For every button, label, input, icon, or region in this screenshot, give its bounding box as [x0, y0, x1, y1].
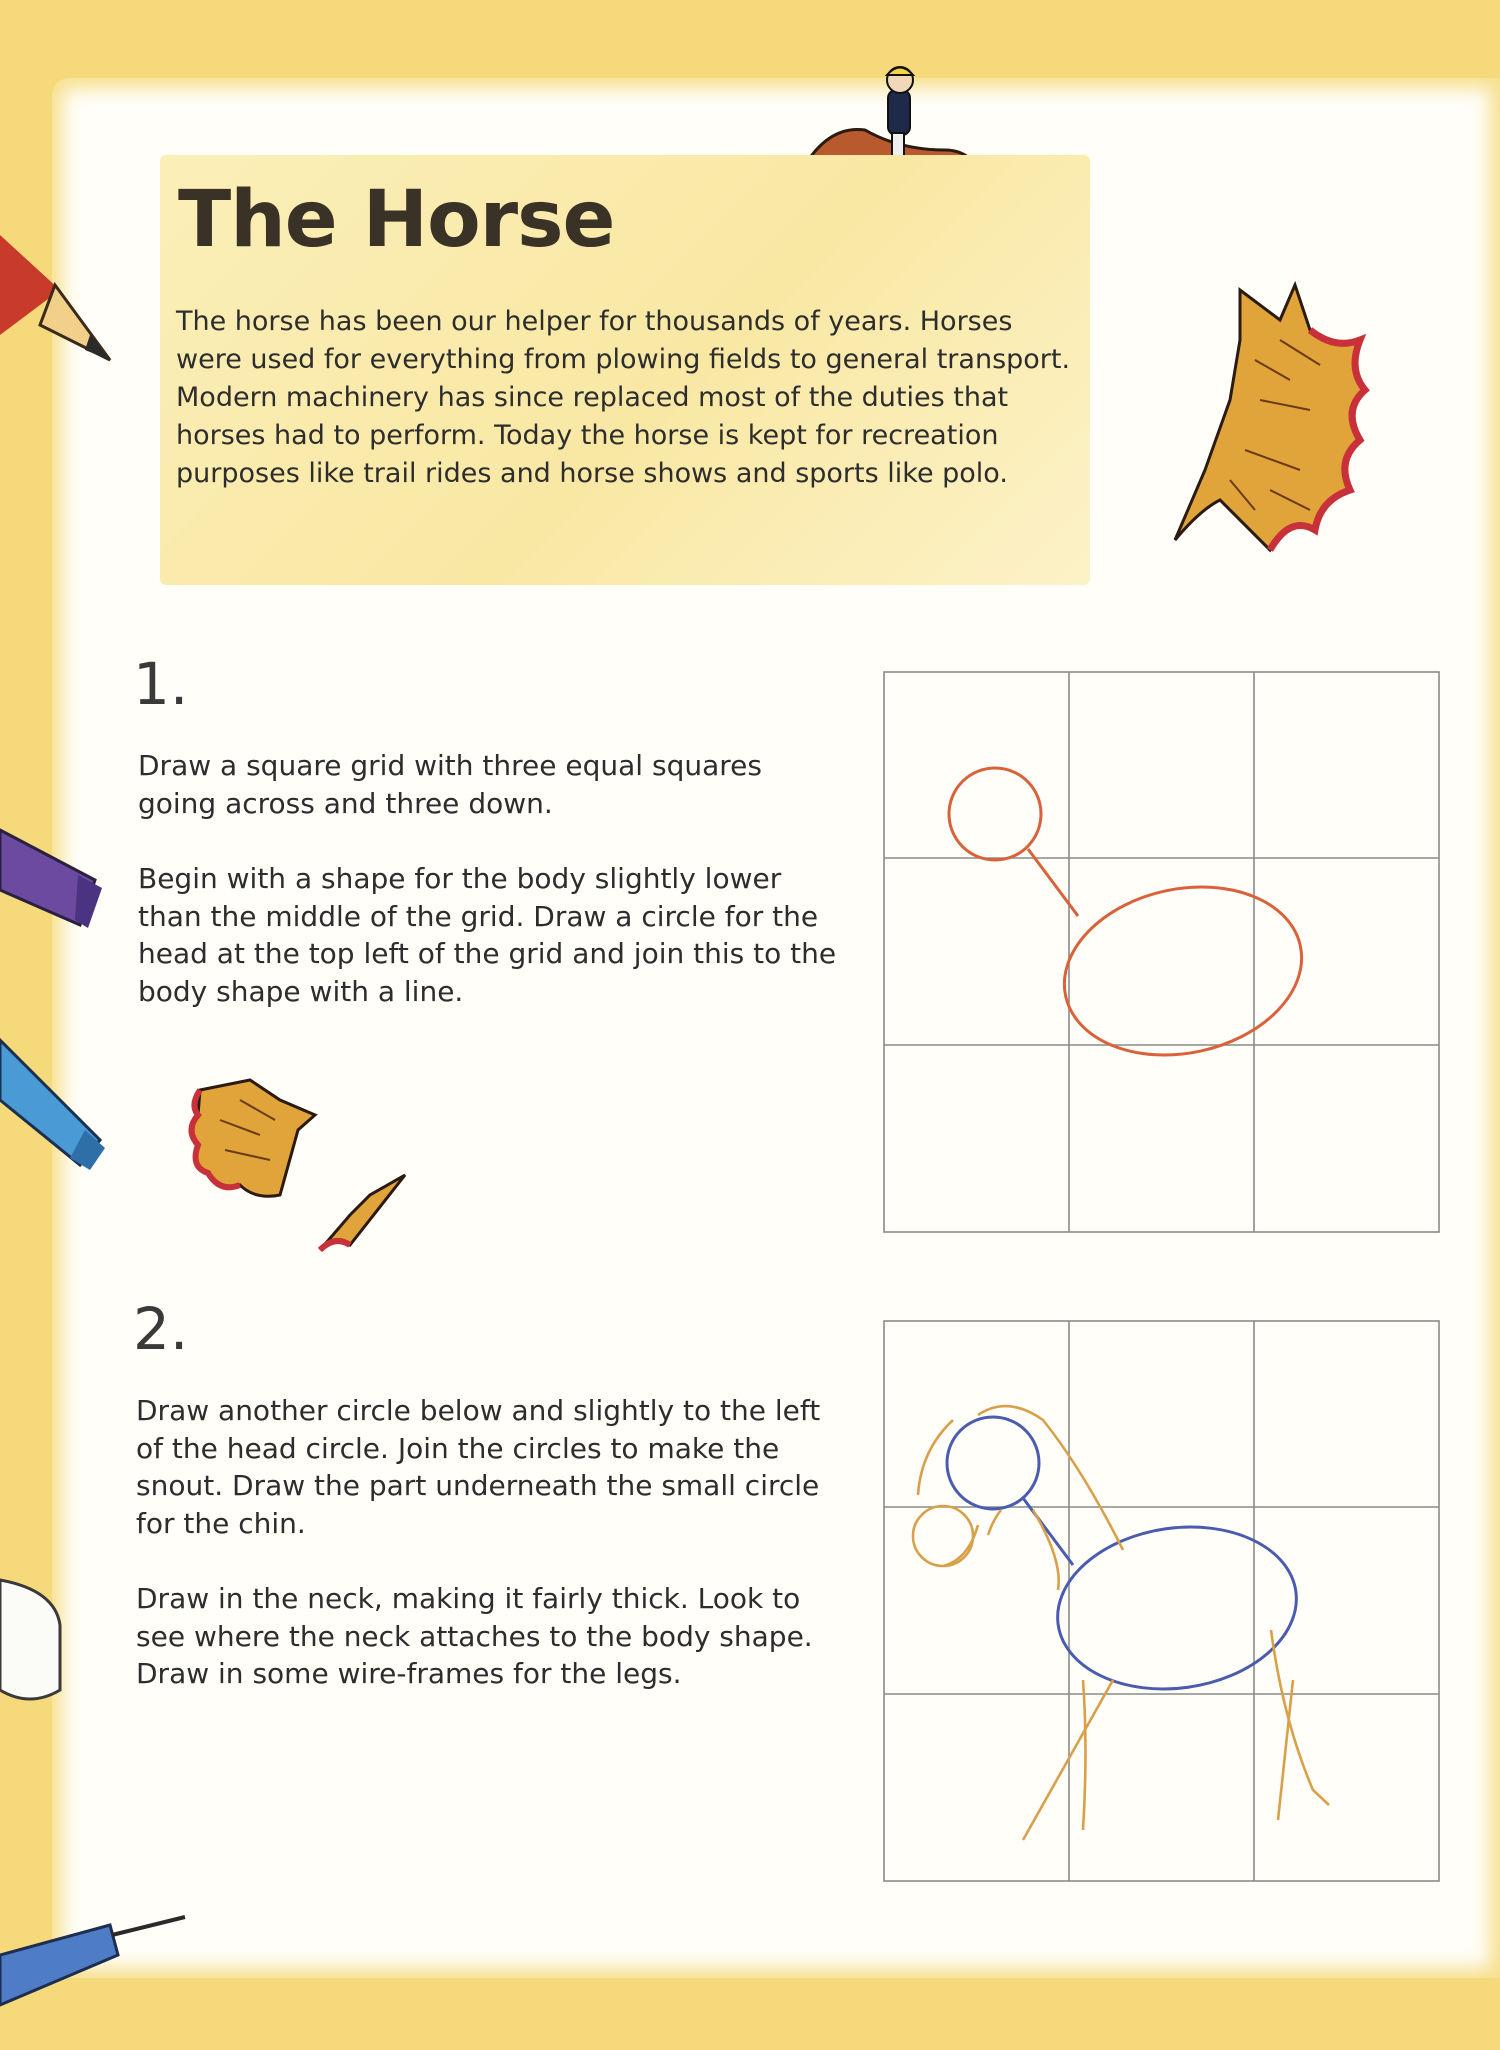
step-2-paragraph-1: Draw another circle below and slightly to the left of the head circle. Join the circles to make the snout. Draw the part underneath the small circle for the chin.	[136, 1394, 821, 1540]
step-2-number: 2.	[133, 1295, 189, 1363]
intro-paragraph: The horse has been our helper for thousands of years. Horses were used for everything from plowing fields to general transport. Modern machinery has since replaced most of the duties that horses had to perform. Today the horse is kept for recreation purposes like trail rides and horse shows and sports like polo.	[176, 306, 1071, 489]
step-1-sketch	[949, 768, 1317, 1076]
blue-pencil-icon	[0, 1030, 110, 1180]
red-pencil-icon	[0, 215, 120, 375]
step-2-paragraph-2: Draw in the neck, making it fairly thick. Look to see where the neck attaches to the body shape. Draw in some wire-frames for the legs.	[136, 1582, 813, 1690]
small-shavings-icon	[180, 1075, 410, 1275]
step-1-grid	[884, 672, 1439, 1232]
step-2-prior-shapes	[947, 1417, 1307, 1704]
step-1-paragraph-1: Draw a square grid with three equal squares going across and three down.	[138, 749, 762, 820]
step-1-paragraph-2: Begin with a shape for the body slightly lower than the middle of the grid. Draw a circle for the head at the top left of the grid and join this to the body shape with a line.	[138, 862, 837, 1008]
step-2-diagram	[883, 1320, 1443, 1890]
blue-pen-icon	[0, 1915, 200, 2025]
step-1-diagram	[883, 671, 1443, 1241]
step-2-new-lines	[913, 1406, 1329, 1840]
step-1-number: 1.	[133, 650, 189, 718]
step-2-grid	[884, 1321, 1439, 1881]
page-title: The Horse	[178, 175, 615, 265]
eraser-icon	[0, 1570, 80, 1710]
pencil-shaving-icon	[1160, 270, 1380, 560]
purple-pencil-icon	[0, 820, 110, 940]
